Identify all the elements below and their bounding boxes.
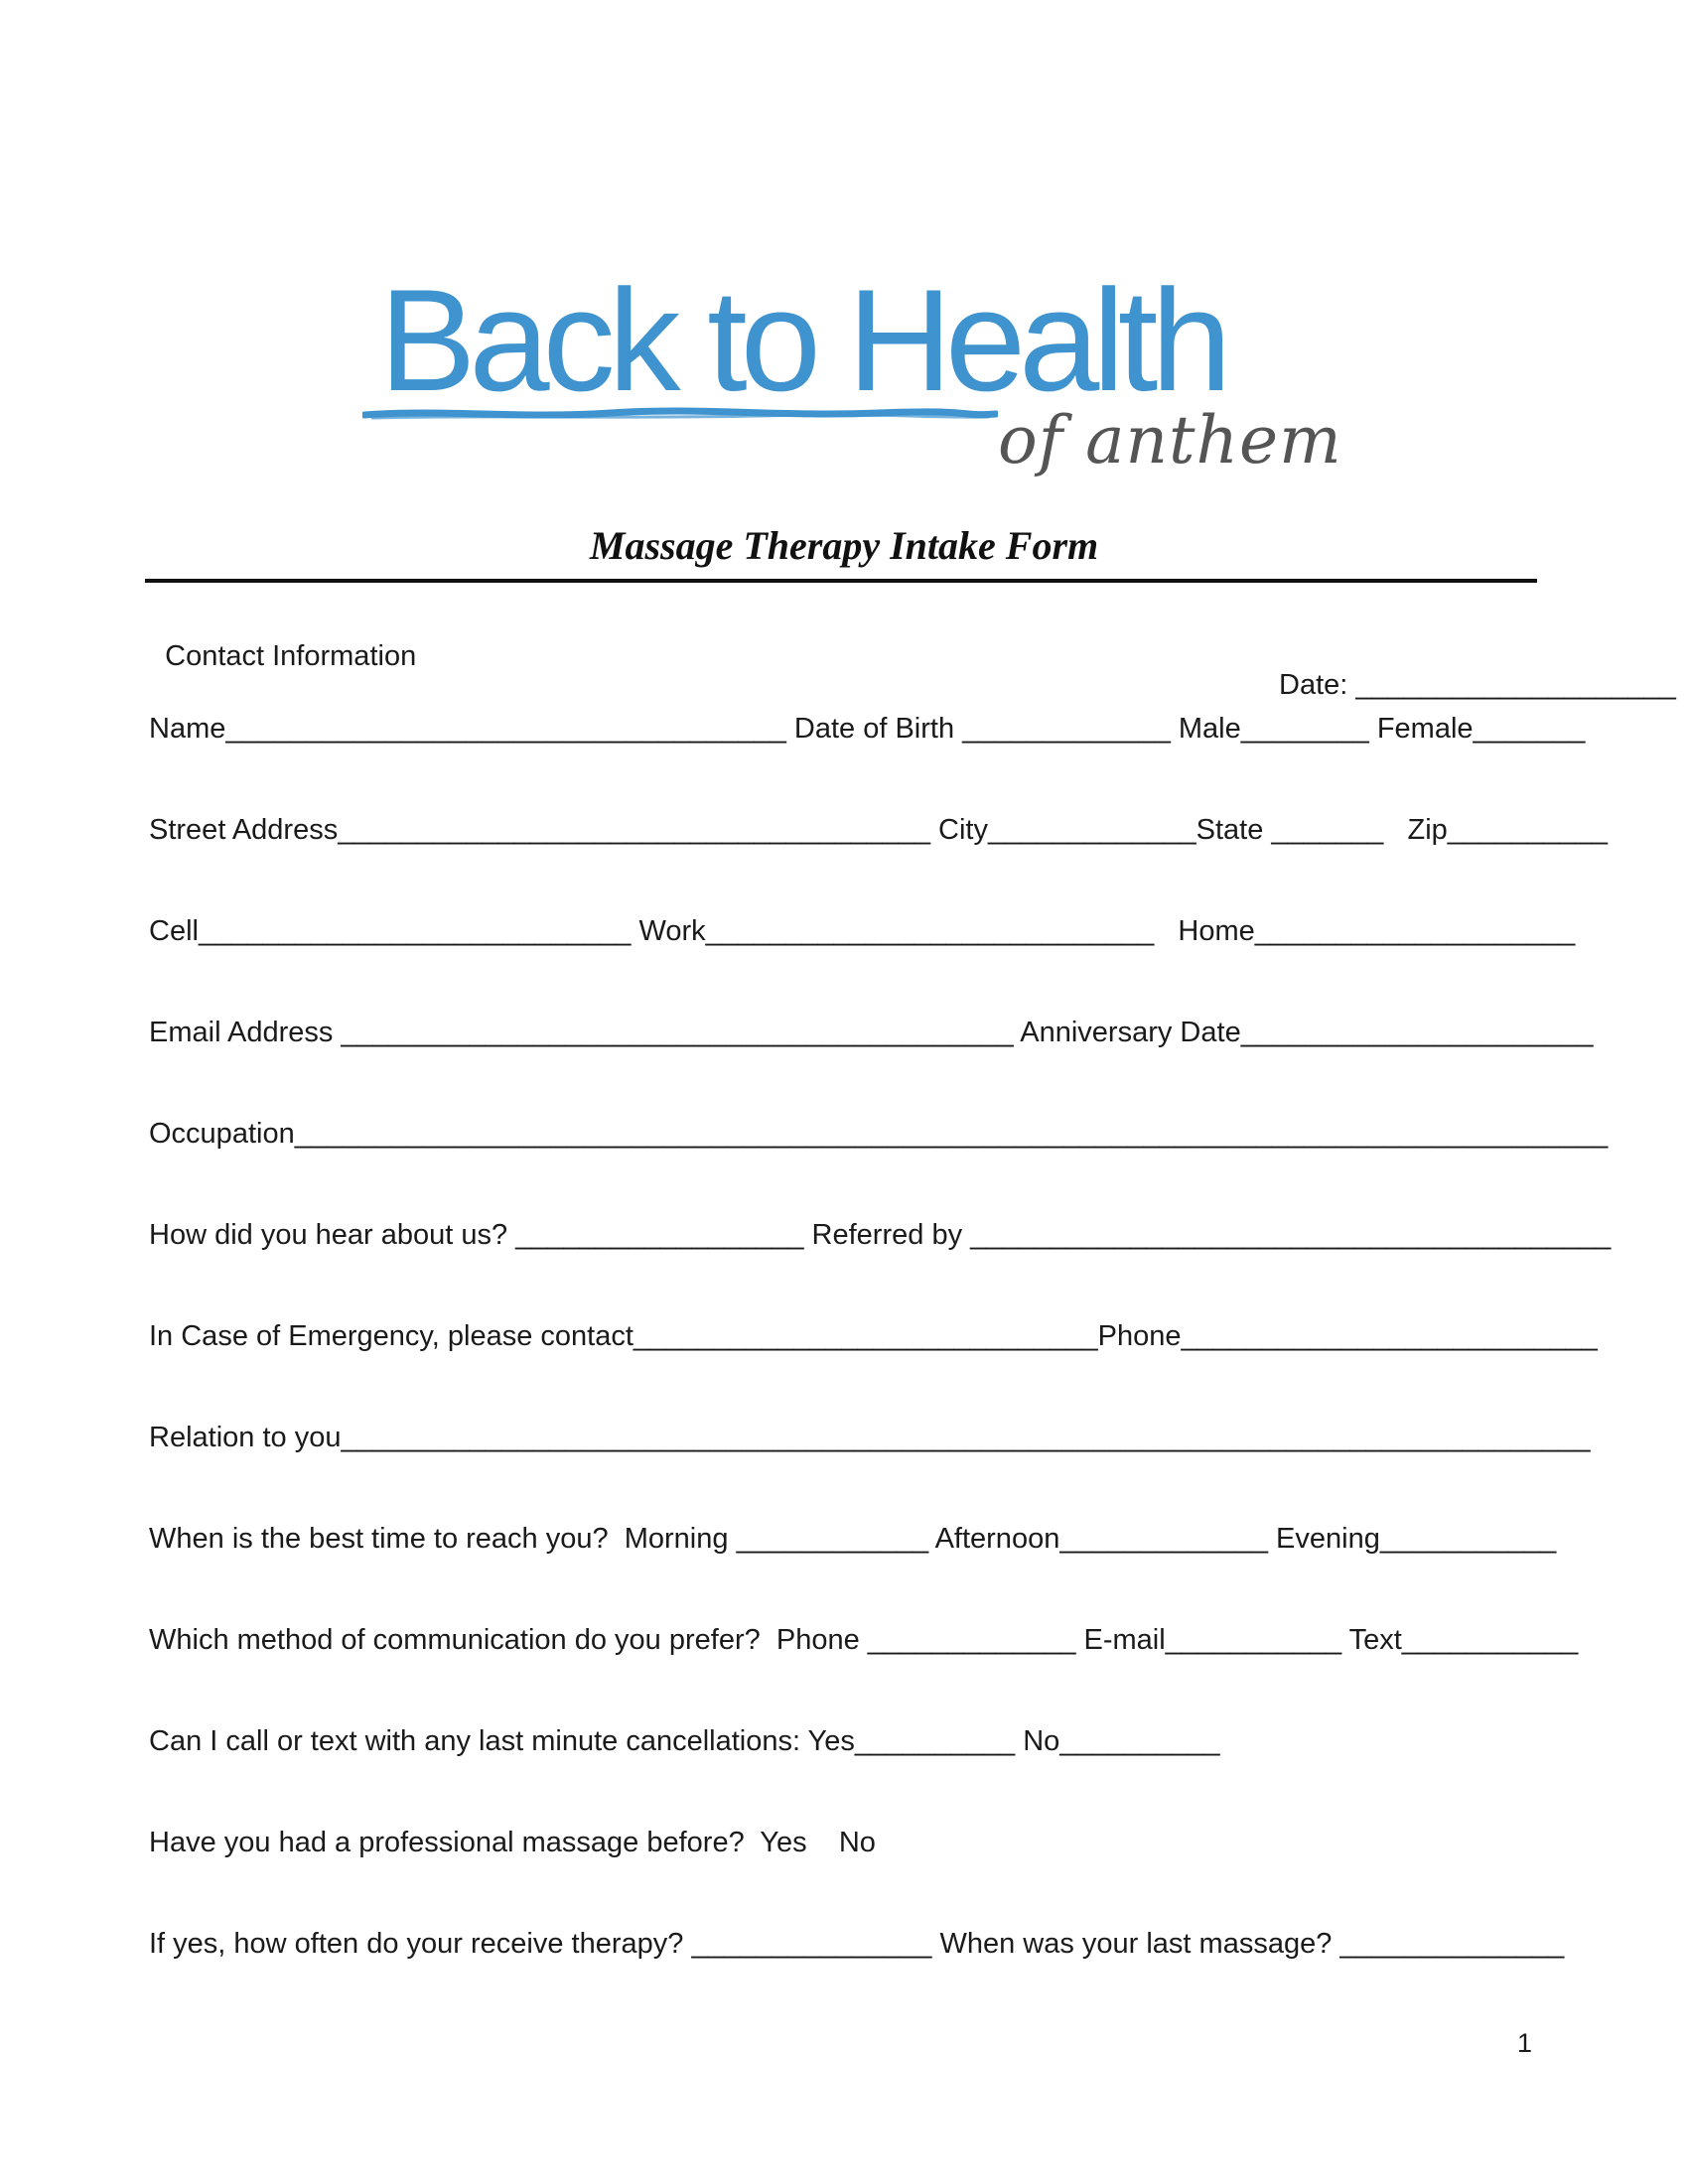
relation-row[interactable]: Relation to you______________________________________________________________________________ <box>149 1422 1591 1453</box>
name-row[interactable]: Name___________________________________ Date of Birth _____________ Male________ Female_______ <box>149 713 1586 745</box>
title-divider <box>145 579 1537 583</box>
therapy-frequency-row[interactable]: If yes, how often do your receive therapy? _______________ When was your last massage? ______________ <box>149 1928 1565 1960</box>
address-row[interactable]: Street Address_____________________________________ City_____________State _______ Zip__________ <box>149 814 1609 846</box>
email-row[interactable]: Email Address __________________________________________ Anniversary Date______________________ <box>149 1017 1594 1048</box>
logo-brush-stroke <box>362 405 998 425</box>
emergency-contact-row[interactable]: In Case of Emergency, please contact_____________________________Phone__________________________ <box>149 1320 1598 1352</box>
form-title: Massage Therapy Intake Form <box>589 523 1099 568</box>
communication-method-row[interactable]: Which method of communication do you prefer? Phone _____________ E-mail___________ Text___________ <box>149 1624 1579 1656</box>
cancellations-row[interactable]: Can I call or text with any last minute cancellations: Yes__________ No__________ <box>149 1725 1220 1757</box>
page-number: 1 <box>1517 2028 1533 2058</box>
logo-title: Back to Health <box>379 259 1225 421</box>
date-field[interactable]: Date: ____________________ <box>1279 669 1676 701</box>
occupation-row[interactable]: Occupation__________________________________________________________________________________ <box>149 1118 1609 1150</box>
business-logo <box>362 259 1342 506</box>
logo-subtitle: of anthem <box>998 402 1342 478</box>
contact-row <box>149 614 1676 701</box>
best-time-row[interactable]: When is the best time to reach you? Morning ____________ Afternoon_____________ Evening___________ <box>149 1523 1557 1555</box>
phone-numbers-row[interactable]: Cell___________________________ Work____________________________ Home____________________ <box>149 915 1576 947</box>
referral-row[interactable]: How did you hear about us? __________________ Referred by ________________________________________ <box>149 1219 1612 1251</box>
massage-before-row[interactable]: Have you had a professional massage before? Yes No <box>149 1827 876 1858</box>
contact-information-heading: Contact Information <box>165 640 417 672</box>
